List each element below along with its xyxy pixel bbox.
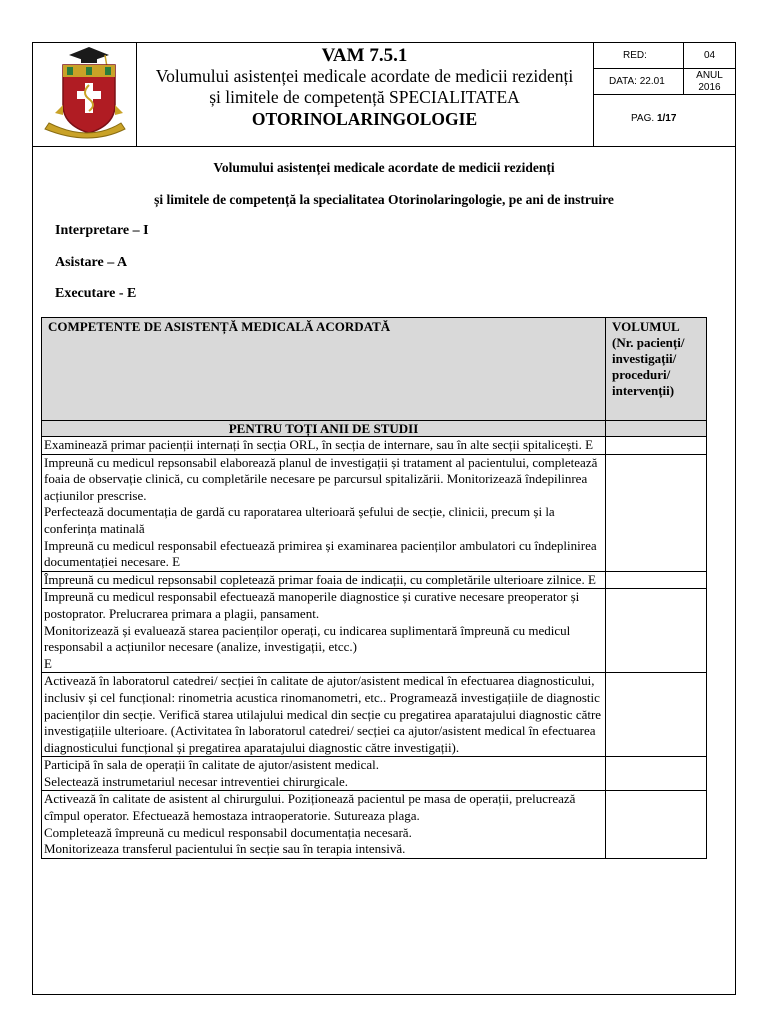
volume-cell[interactable] [606, 757, 707, 791]
page-number [593, 95, 735, 146]
title-line-2: și limitele de competență SPECIALITATEA [209, 87, 520, 107]
competence-cell: Activează în laboratorul catedrei/ secției în calitate de ajutor/asistent medical în efectuarea diagnosticului, inclusiv și cel funcțional: rinometria acustica rinomanometri, etc.. Programează investigațiile de diagnostic pacienților din secție. Verifică starea utilajului medical din secție cu pregatirea aparatajului diagnostic către investigațiile ulterioare. (Activitatea în laboratorul catedrei/ secției ca ajutor/asistent medical în efectuarea diagnosticului funcțional și pregatirea aparatajului diagnostic către investigații). [42, 673, 606, 757]
pag-value: 1/17 [656, 113, 677, 124]
volume-cell[interactable] [606, 437, 707, 455]
competence-cell: Împreună cu medicul repsonsabil copletează primar foaia de indicații, cu completările ulterioare zilnice. E [42, 571, 606, 589]
table-row [42, 589, 707, 673]
volume-cell[interactable] [606, 454, 707, 571]
competence-cell: Impreună cu medicul responsabil efectuează manoperile diagnostice și curative necesare preoperator și postoprator. Prelucrarea primara a plagii, pansament. Monitorizează și evaluează starea pacienților operați, cu indicarea suplimentară împreună cu medicul responsabil a acțiunilor necesare (analize, investigații, etcc.) E [42, 589, 606, 673]
section-title: PENTRU TOȚI ANII DE STUDII [42, 421, 606, 437]
section-volume-cell [606, 421, 707, 437]
volume-cell[interactable] [606, 571, 707, 589]
competence-cell: Activează în calitate de asistent al chirurgului. Poziționează pacientul pe masa de operații, prelucrează cîmpul operator. Efectuează hemostaza intraoperatorie. Sutureaza plaga. Completează împreună cu medicul responsabil documentația necesară. Monitorizeaza transferul pacientului în secție sau în terapia intensivă. [42, 791, 606, 858]
table-row [42, 791, 707, 858]
red-value: 04 [684, 43, 735, 69]
subtitle-line-2: și limitele de competență la specialitatea Otorinolaringologie, pe ani de instruire [154, 192, 614, 207]
data-label: DATA: 22.01 [593, 69, 684, 95]
competence-cell: Impreună cu medicul repsonsabil elaborează planul de investigații și tratament al pacientului, completează foaia de observație clinică, cu completările necesare pe parcursul spitalizării. Monitorizează îndepilinrea acțiunilor prescrise. Perfectează documentația de gardă cu raporatarea ulterioară șefului de secție, clinicii, precum și la conferința matinală Impreună cu medicul responsabil efectuează primirea și examinarea pacienților ambulatori cu îndeplinirea documentației necesare. E [42, 454, 606, 571]
subtitle-line-1: Volumului asistenței medicale acordate de medicii rezidenți [213, 160, 555, 175]
column-header-volumul: VOLUMUL (Nr. pacienți/ investigații/ proceduri/ intervenții) [606, 318, 707, 421]
legend-executare: Executare - E [55, 286, 137, 301]
document-frame [32, 42, 736, 995]
table-header-row [42, 318, 707, 421]
logo-cell [33, 43, 137, 146]
table-row [42, 437, 707, 455]
volume-cell[interactable] [606, 791, 707, 858]
anul-value: 2016 [698, 82, 721, 93]
title-line-1: Volumului asistenței medicale acordate de medicii rezidenți [155, 66, 574, 86]
table-row [42, 673, 707, 757]
competence-cell: Examinează primar pacienții internați în secția ORL, în secția de internare, sau în alte secții spitalicești. E [42, 437, 606, 455]
university-crest-logo [33, 43, 136, 146]
legend-interpretare: Interpretare – I [55, 223, 149, 238]
document-meta [593, 43, 735, 146]
table-row [42, 454, 707, 571]
title-line-3: OTORINOLARINGOLOGIE [251, 109, 478, 129]
red-label: RED: [593, 43, 684, 69]
legend-asistare: Asistare – A [55, 255, 128, 270]
competence-table [41, 317, 707, 859]
anul-label: ANUL [696, 70, 723, 81]
document-code: VAM 7.5.1 [321, 45, 408, 66]
volume-cell[interactable] [606, 589, 707, 673]
document-header [33, 43, 735, 147]
table-row [42, 757, 707, 791]
section-row [42, 421, 707, 437]
pag-label: PAG. [631, 113, 655, 124]
column-header-competente: COMPETENTE DE ASISTENȚĂ MEDICALĂ ACORDATĂ [42, 318, 606, 421]
volume-cell[interactable] [606, 673, 707, 757]
table-row [42, 571, 707, 589]
title-cell [136, 43, 594, 146]
competence-cell: Participă în sala de operații în calitate de ajutor/asistent medical. Selectează instrumetariul necesar intreventiei chirurgicale. [42, 757, 606, 791]
anul-cell [684, 69, 735, 95]
